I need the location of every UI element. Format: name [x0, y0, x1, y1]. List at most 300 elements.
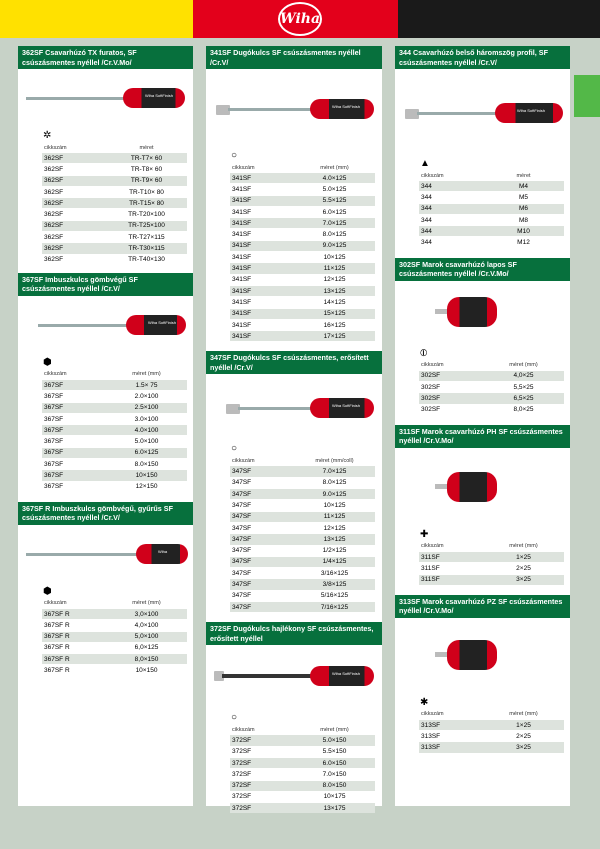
size-cell: 12×125: [294, 522, 375, 533]
column-header: méret: [516, 172, 531, 179]
tool-shaft: [435, 309, 447, 314]
tool-handle: Wiha SoftFinish: [310, 99, 374, 119]
section-title: 302SF Marok csavarhúzó lapos SF csúszásmentes nyéllel /Cr.V.Mo/: [395, 258, 570, 281]
article-number-cell: 341SF: [230, 252, 294, 263]
size-cell: 2×25: [483, 563, 564, 574]
size-cell: 5.0×125: [294, 184, 375, 195]
article-number-cell: 344: [419, 192, 483, 203]
table-row: [42, 220, 187, 231]
article-number-cell: 367SF: [42, 391, 106, 402]
table-row: [230, 184, 375, 195]
table-row: [42, 164, 187, 175]
size-cell: TR-T25×100: [106, 220, 187, 231]
spec-table: [42, 599, 187, 676]
article-number-cell: 362SF: [42, 175, 106, 186]
table-row: [230, 757, 375, 768]
section-title: 311SF Marok csavarhúzó PH SF csúszásmentes nyéllel /Cr.V.Mo/: [395, 425, 570, 448]
article-number-cell: 311SF: [419, 574, 483, 585]
size-cell: 2×25: [483, 731, 564, 742]
size-cell: 8.0×150: [294, 780, 375, 791]
table-row: [230, 534, 375, 545]
size-cell: 4.0×100: [106, 425, 187, 436]
column-header: cikkszám: [232, 726, 255, 733]
column-header: méret (mm): [132, 371, 161, 378]
size-cell: 6,5×25: [483, 393, 564, 404]
size-cell: 16×125: [294, 319, 375, 330]
article-number-cell: 347SF: [230, 534, 294, 545]
column-header: cikkszám: [44, 371, 67, 378]
hex-key-ring-image: [18, 525, 193, 585]
table-row: [230, 206, 375, 217]
column-header: méret (mm/coll): [315, 457, 354, 464]
table-row: [419, 214, 564, 225]
tool-shaft: [238, 407, 314, 410]
section-title: 341SF Dugókulcs SF csúszásmentes nyéllel /Cr.V/: [206, 46, 382, 69]
size-cell: 11×125: [294, 263, 375, 274]
section-362sf: [18, 46, 193, 265]
column-header: cikkszám: [421, 362, 444, 369]
size-cell: 1/2×125: [294, 545, 375, 556]
slotted-symbol-icon: ⦶: [420, 347, 428, 359]
table-row: [419, 192, 564, 203]
column-header: cikkszám: [44, 144, 67, 151]
table-row: [230, 735, 375, 746]
column-header: méret (mm): [509, 711, 538, 718]
table-row: [230, 746, 375, 757]
table-row: [230, 285, 375, 296]
article-number-cell: 347SF: [230, 568, 294, 579]
article-number-cell: 367SF: [42, 425, 106, 436]
size-cell: 3,0×100: [106, 608, 187, 619]
article-number-cell: 372SF: [230, 757, 294, 768]
tool-handle: Wiha SoftFinish: [310, 666, 374, 686]
article-number-cell: 367SF: [42, 470, 106, 481]
stubby-screwdriver-image: [395, 281, 570, 347]
table-row: [419, 237, 564, 248]
article-number-cell: 367SF: [42, 481, 106, 492]
article-number-cell: 372SF: [230, 803, 294, 814]
section-302sf: [395, 258, 570, 415]
table-row: [42, 402, 187, 413]
column-header: méret (mm): [509, 543, 538, 550]
article-number-cell: 341SF: [230, 285, 294, 296]
wiha-logo: Wiha: [278, 2, 322, 36]
stubby-screwdriver-image: [395, 618, 570, 696]
size-cell: M10: [483, 226, 564, 237]
table-row: [419, 563, 564, 574]
size-cell: 8,0×25: [483, 404, 564, 415]
article-number-cell: 313SF: [419, 719, 483, 730]
nut-driver-image: [206, 374, 382, 442]
section-347sf: [206, 351, 382, 612]
article-number-cell: 341SF: [230, 319, 294, 330]
size-cell: TR-T15× 80: [106, 198, 187, 209]
size-cell: 2.5×100: [106, 402, 187, 413]
column-header: méret: [139, 144, 154, 151]
size-cell: 11×125: [294, 511, 375, 522]
article-number-cell: 372SF: [230, 769, 294, 780]
size-cell: 5,5×25: [483, 382, 564, 393]
tool-handle: Wiha SoftFinish: [310, 398, 374, 418]
article-number-cell: 367SF: [42, 436, 106, 447]
article-number-cell: 362SF: [42, 209, 106, 220]
size-cell: 9.0×125: [294, 489, 375, 500]
table-row: [230, 252, 375, 263]
size-cell: 2.0×100: [106, 391, 187, 402]
table-row: [42, 459, 187, 470]
tool-shaft: [435, 652, 447, 657]
table-row: [42, 436, 187, 447]
article-number-cell: 341SF: [230, 297, 294, 308]
article-number-cell: 362SF: [42, 232, 106, 243]
section-title: 347SF Dugókulcs SF csúszásmentes, erősített nyéllel /Cr.V/: [206, 351, 382, 374]
spec-table: [230, 163, 375, 341]
flexible-nut-driver-image: [206, 645, 382, 711]
size-cell: 1.5× 75: [106, 379, 187, 390]
article-number-cell: 341SF: [230, 331, 294, 342]
hex-symbol-icon: ⬢: [43, 585, 52, 597]
triangle-symbol-icon: ▲: [420, 158, 430, 169]
table-row: [419, 226, 564, 237]
size-cell: M5: [483, 192, 564, 203]
table-row: [230, 173, 375, 184]
article-number-cell: 344: [419, 237, 483, 248]
size-cell: 1×25: [483, 551, 564, 562]
tool-handle: [447, 472, 497, 502]
tool-shaft: [435, 484, 447, 489]
article-number-cell: 341SF: [230, 173, 294, 184]
article-number-cell: 344: [419, 226, 483, 237]
column-header: méret (mm): [320, 726, 349, 733]
table-row: [230, 579, 375, 590]
phillips-symbol-icon: ✚: [420, 528, 429, 540]
article-number-cell: 313SF: [419, 731, 483, 742]
article-number-cell: 347SF: [230, 522, 294, 533]
article-number-cell: 362SF: [42, 153, 106, 164]
table-row: [230, 263, 375, 274]
tool-handle: Wiha: [136, 544, 188, 564]
column-left: [18, 46, 193, 806]
column-header: cikkszám: [421, 172, 444, 179]
size-cell: 7/16×125: [294, 602, 375, 613]
column-right: [395, 46, 570, 806]
size-cell: 12×125: [294, 274, 375, 285]
size-cell: 1×25: [483, 719, 564, 730]
table-row: [230, 602, 375, 613]
table-row: [230, 568, 375, 579]
size-cell: 3.0×100: [106, 413, 187, 424]
article-number-cell: 347SF: [230, 545, 294, 556]
article-number-cell: 372SF: [230, 791, 294, 802]
article-number-cell: 313SF: [419, 742, 483, 753]
size-cell: M6: [483, 203, 564, 214]
table-row: [230, 522, 375, 533]
table-row: [230, 308, 375, 319]
table-row: [230, 274, 375, 285]
table-row: [230, 780, 375, 791]
article-number-cell: 372SF: [230, 780, 294, 791]
article-number-cell: 367SF: [42, 459, 106, 470]
spec-table: [42, 370, 187, 492]
size-cell: 5.0×100: [106, 436, 187, 447]
table-row: [230, 556, 375, 567]
section-title: 372SF Dugókulcs hajlékony SF csúszásmentes, erősített nyéllel: [206, 622, 382, 645]
stubby-screwdriver-image: [395, 448, 570, 528]
size-cell: 15×125: [294, 308, 375, 319]
article-number-cell: 362SF: [42, 243, 106, 254]
tool-handle: Wiha SoftFinish: [123, 88, 185, 108]
table-row: [42, 665, 187, 676]
size-cell: 1/4×125: [294, 556, 375, 567]
table-row: [42, 608, 187, 619]
table-row: [230, 297, 375, 308]
pozidriv-symbol-icon: ✱: [420, 696, 429, 708]
tool-shaft: [417, 112, 497, 115]
size-cell: 6.0×150: [294, 757, 375, 768]
article-number-cell: 367SF: [42, 402, 106, 413]
article-number-cell: 367SF: [42, 379, 106, 390]
article-number-cell: 311SF: [419, 563, 483, 574]
article-number-cell: 347SF: [230, 477, 294, 488]
table-row: [42, 243, 187, 254]
table-row: [230, 331, 375, 342]
article-number-cell: 347SF: [230, 500, 294, 511]
article-number-cell: 347SF: [230, 590, 294, 601]
article-number-cell: 302SF: [419, 393, 483, 404]
size-cell: 5,0×100: [106, 631, 187, 642]
size-cell: 3×25: [483, 574, 564, 585]
table-row: [419, 742, 564, 753]
article-number-cell: 347SF: [230, 511, 294, 522]
size-cell: TR-T30×115: [106, 243, 187, 254]
section-344: [395, 46, 570, 248]
table-row: [42, 175, 187, 186]
tool-handle: [447, 640, 497, 670]
size-cell: 9.0×125: [294, 240, 375, 251]
article-number-cell: 341SF: [230, 206, 294, 217]
article-number-cell: 347SF: [230, 602, 294, 613]
size-cell: 8.0×125: [294, 229, 375, 240]
table-row: [42, 232, 187, 243]
article-number-cell: 347SF: [230, 466, 294, 477]
table-row: [42, 209, 187, 220]
section-372sf: [206, 622, 382, 813]
article-number-cell: 362SF: [42, 220, 106, 231]
table-row: [230, 466, 375, 477]
article-number-cell: 367SF R: [42, 620, 106, 631]
size-cell: M12: [483, 237, 564, 248]
article-number-cell: 341SF: [230, 240, 294, 251]
table-row: [230, 229, 375, 240]
table-row: [230, 489, 375, 500]
socket-symbol-icon: ○: [231, 443, 238, 455]
spec-table: [419, 542, 564, 585]
article-number-cell: 362SF: [42, 198, 106, 209]
table-row: [419, 382, 564, 393]
table-row: [419, 181, 564, 192]
table-row: [230, 769, 375, 780]
torx-symbol-icon: ✲: [43, 130, 52, 141]
table-row: [419, 370, 564, 381]
column-header: cikkszám: [44, 600, 67, 607]
size-cell: 3/8×125: [294, 579, 375, 590]
article-number-cell: 341SF: [230, 274, 294, 285]
article-number-cell: 367SF: [42, 447, 106, 458]
article-number-cell: 362SF: [42, 186, 106, 197]
table-row: [42, 642, 187, 653]
tool-shaft: [26, 553, 141, 556]
size-cell: 3/16×125: [294, 568, 375, 579]
size-cell: 13×175: [294, 803, 375, 814]
column-header: cikkszám: [232, 457, 255, 464]
size-cell: 14×125: [294, 297, 375, 308]
table-row: [42, 654, 187, 665]
spec-table: [419, 361, 564, 415]
article-number-cell: 372SF: [230, 735, 294, 746]
page-tab-marker: [574, 75, 600, 117]
hex-key-image: [18, 296, 193, 356]
article-number-cell: 302SF: [419, 382, 483, 393]
article-number-cell: 372SF: [230, 746, 294, 757]
table-row: [230, 545, 375, 556]
size-cell: 10×150: [106, 470, 187, 481]
article-number-cell: 341SF: [230, 263, 294, 274]
column-header: cikkszám: [421, 543, 444, 550]
article-number-cell: 367SF: [42, 413, 106, 424]
tool-shaft: [222, 674, 314, 678]
article-number-cell: 341SF: [230, 229, 294, 240]
section-341sf: [206, 46, 382, 341]
table-row: [42, 254, 187, 265]
section-title: 344 Csavarhúzó belső háromszög profil, SF csúszásmentes nyéllel /Cr.V/: [395, 46, 570, 69]
article-number-cell: 362SF: [42, 254, 106, 265]
table-row: [42, 631, 187, 642]
article-number-cell: 367SF R: [42, 631, 106, 642]
spec-table: [42, 143, 187, 265]
top-bar-black: [398, 0, 600, 38]
nut-driver-image: [206, 69, 382, 149]
section-311sf: [395, 425, 570, 585]
size-cell: M8: [483, 214, 564, 225]
size-cell: 17×125: [294, 331, 375, 342]
table-row: [42, 425, 187, 436]
table-row: [419, 404, 564, 415]
size-cell: 7.0×125: [294, 466, 375, 477]
size-cell: 8.0×125: [294, 477, 375, 488]
size-cell: TR-T9× 60: [106, 175, 187, 186]
article-number-cell: 367SF R: [42, 608, 106, 619]
tool-handle: [447, 297, 497, 327]
size-cell: 10×150: [106, 665, 187, 676]
section-367sf-r: [18, 502, 193, 676]
table-row: [419, 393, 564, 404]
size-cell: 10×125: [294, 252, 375, 263]
article-number-cell: 347SF: [230, 489, 294, 500]
tool-handle: Wiha SoftFinish: [126, 315, 186, 335]
article-number-cell: 341SF: [230, 308, 294, 319]
table-row: [419, 551, 564, 562]
article-number-cell: 311SF: [419, 551, 483, 562]
table-row: [419, 203, 564, 214]
triangle-driver-image: [395, 69, 570, 157]
article-number-cell: 362SF: [42, 164, 106, 175]
size-cell: 10×175: [294, 791, 375, 802]
size-cell: TR-T20×100: [106, 209, 187, 220]
column-header: méret (mm): [320, 164, 349, 171]
size-cell: 4.0×125: [294, 173, 375, 184]
article-number-cell: 344: [419, 203, 483, 214]
socket-symbol-icon: ○: [231, 712, 238, 724]
size-cell: 4,0×25: [483, 370, 564, 381]
table-row: [419, 731, 564, 742]
article-number-cell: 341SF: [230, 218, 294, 229]
size-cell: 10×125: [294, 500, 375, 511]
size-cell: 8.0×150: [106, 459, 187, 470]
size-cell: 13×125: [294, 285, 375, 296]
table-row: [42, 186, 187, 197]
size-cell: 12×150: [106, 481, 187, 492]
table-row: [42, 391, 187, 402]
socket-symbol-icon: ○: [231, 150, 238, 161]
size-cell: 5.5×125: [294, 195, 375, 206]
article-number-cell: 302SF: [419, 370, 483, 381]
size-cell: 7.0×125: [294, 218, 375, 229]
size-cell: TR-T40×130: [106, 254, 187, 265]
column-middle: [206, 46, 382, 812]
table-row: [42, 447, 187, 458]
section-title: 367SF R Imbuszkulcs gömbvégű, gyűrűs SF csúszásmentes nyéllel /Cr.V/: [18, 502, 193, 525]
article-number-cell: 347SF: [230, 556, 294, 567]
spec-table: [419, 171, 564, 248]
column-header: méret (mm): [132, 600, 161, 607]
article-number-cell: 302SF: [419, 404, 483, 415]
article-number-cell: 341SF: [230, 195, 294, 206]
table-row: [42, 470, 187, 481]
screwdriver-image: [18, 69, 193, 129]
section-title: 313SF Marok csavarhúzó PZ SF csúszásmentes nyéllel /Cr.V.Mo/: [395, 595, 570, 618]
size-cell: 4,0×100: [106, 620, 187, 631]
table-row: [42, 481, 187, 492]
size-cell: 6.0×125: [106, 447, 187, 458]
table-row: [42, 198, 187, 209]
column-header: méret (mm): [509, 362, 538, 369]
table-row: [230, 240, 375, 251]
spec-table: [419, 710, 564, 753]
size-cell: 6,0×125: [106, 642, 187, 653]
table-row: [230, 477, 375, 488]
size-cell: 7.0×150: [294, 769, 375, 780]
size-cell: TR-T27×115: [106, 232, 187, 243]
size-cell: 5.0×150: [294, 735, 375, 746]
table-row: [419, 574, 564, 585]
spec-table: [230, 725, 375, 813]
column-header: cikkszám: [421, 711, 444, 718]
table-row: [230, 218, 375, 229]
section-313sf: [395, 595, 570, 753]
size-cell: 8,0×150: [106, 654, 187, 665]
table-row: [419, 719, 564, 730]
table-row: [230, 319, 375, 330]
table-row: [42, 620, 187, 631]
size-cell: 3×25: [483, 742, 564, 753]
top-bar-yellow: [0, 0, 193, 38]
section-title: 362SF Csavarhúzó TX furatos, SF csúszásmentes nyéllel /Cr.V.Mo/: [18, 46, 193, 69]
table-row: [230, 590, 375, 601]
tool-shaft: [26, 97, 126, 100]
article-number-cell: 347SF: [230, 579, 294, 590]
article-number-cell: 367SF R: [42, 642, 106, 653]
size-cell: 5.5×150: [294, 746, 375, 757]
